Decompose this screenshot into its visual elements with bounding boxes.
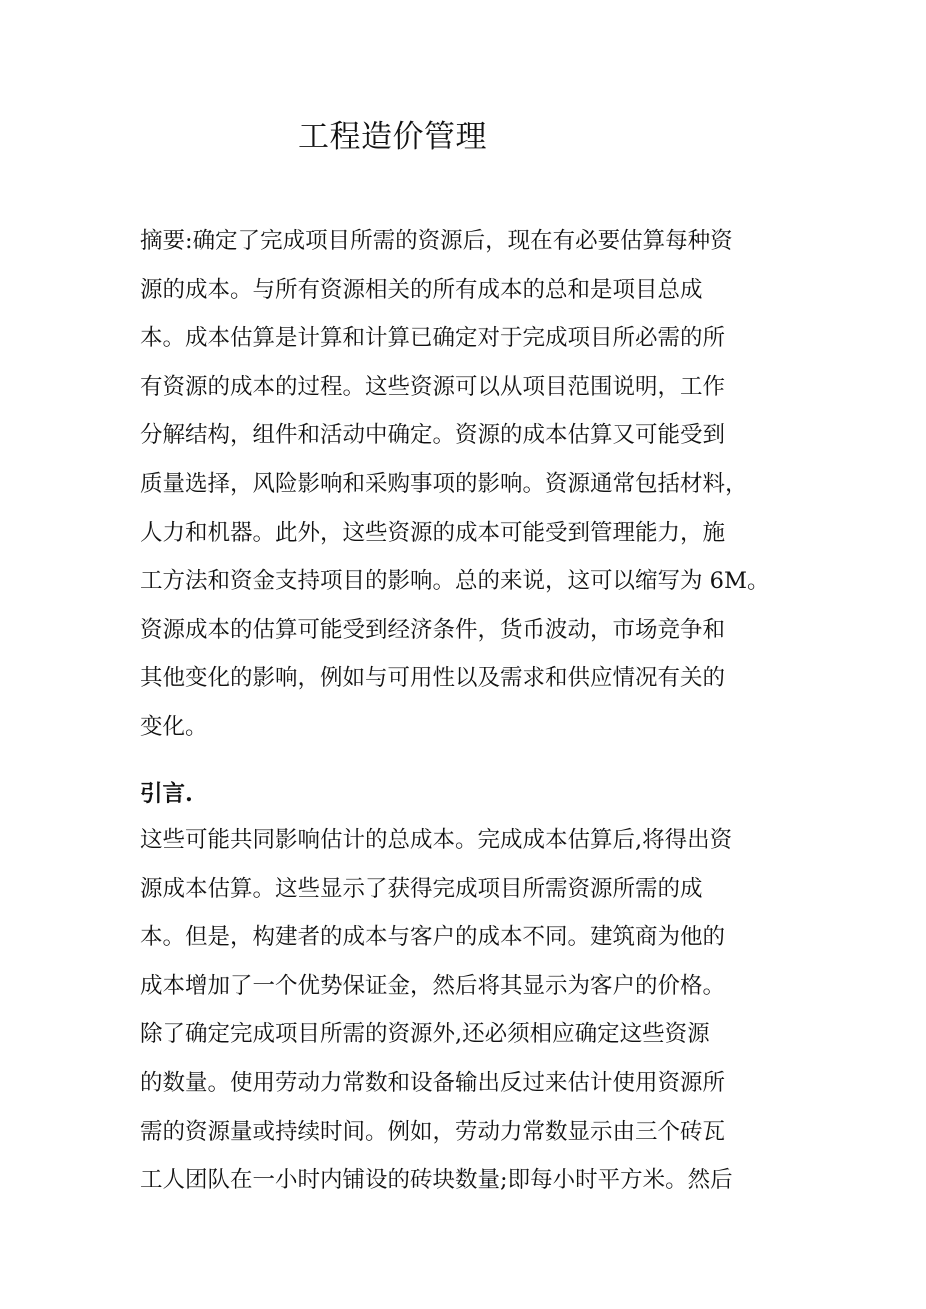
intro-line: 源成本估算。这些显示了获得完成项目所需资源所需的成 [140, 875, 703, 902]
abstract-line: 本。成本估算是计算和计算已确定对于完成项目所必需的所 [140, 325, 726, 352]
abstract-line: 人力和机器。此外，这些资源的成本可能受到管理能力，施 [140, 519, 726, 546]
intro-line: 需的资源量或持续时间。例如，劳动力常数显示由三个砖瓦 [140, 1118, 726, 1145]
intro-paragraph [140, 816, 800, 1205]
abstract-line: 质量选择，风险影响和采购事项的影响。资源通常包括材料， [140, 470, 748, 497]
intro-line: 工人团队在一小时内铺设的砖块数量;即每小时平方米。然后 [140, 1167, 733, 1194]
abstract-line: 源的成本。与所有资源相关的所有成本的总和是项目总成 [140, 276, 703, 303]
intro-line: 本。但是，构建者的成本与客户的成本不同。建筑商为他的 [140, 924, 726, 951]
intro-line: 成本增加了一个优势保证金，然后将其显示为客户的价格。 [140, 972, 726, 999]
abstract-line: 变化。 [140, 713, 208, 740]
intro-line: 这些可能共同影响估计的总成本。完成成本估算后,将得出资 [140, 827, 733, 853]
abstract-line: 工方法和资金支持项目的影响。总的来说，这可以缩写为 6M。 [140, 568, 770, 595]
abstract-line: 分解结构，组件和活动中确定。资源的成本估算又可能受到 [140, 422, 726, 449]
abstract-line: 摘要:确定了完成项目所需的资源后，现在有必要估算每种资 [140, 228, 733, 254]
abstract-line: 其他变化的影响，例如与可用性以及需求和供应情况有关的 [140, 665, 726, 692]
intro-line: 的数量。使用劳动力常数和设备输出反过来估计使用资源所 [140, 1069, 726, 1096]
abstract-paragraph [140, 217, 800, 752]
abstract-line: 资源成本的估算可能受到经济条件，货币波动，市场竞争和 [140, 616, 726, 643]
document-title: 工程造价管理 [298, 119, 487, 155]
intro-heading: 引言. [140, 781, 193, 807]
abstract-line: 有资源的成本的过程。这些资源可以从项目范围说明，工作 [140, 373, 726, 400]
intro-line: 除了确定完成项目所需的资源外,还必须相应确定这些资源 [140, 1021, 710, 1048]
